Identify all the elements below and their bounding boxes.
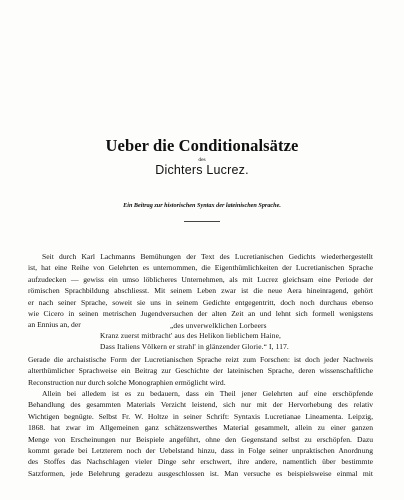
- paragraph-line: des Stoffes das Nachschlagen vieler Dinge sehr erschwert, ihre andere, namentlich über bestimmte: [28, 457, 373, 467]
- paragraph-1: [28, 251, 373, 331]
- paragraph-line: wie Cicero in seinen metrischen Jugendversuchen der alten Zeit an und lehnt sich formell wenigstens: [28, 308, 373, 318]
- paragraph-line: an Ennius an, der: [28, 320, 81, 330]
- paragraph-line: römischen Sprachbildung abschliesst. Mit seinem Leben zwar ist die neue Aera hineinragend, gehört: [28, 286, 373, 296]
- paragraph-line: Seit durch Karl Lachmanns Bemühungen der Text des Lucretianischen Gedichts wiederhergestellt: [42, 252, 373, 261]
- paragraph-line: 1868. hat zwar im Allgemeinen ganz schätzenswerthes Material gesammelt, allein zu einer ganzen: [28, 423, 373, 433]
- paragraph-line: Satzformen, jede Belehrung geradezu ausgeschlossen ist. Man versuche es beispielsweise einmal mit: [28, 468, 373, 478]
- quote-line: Kranz zuerst mitbracht' aus des Helikon lieblichem Haine,: [100, 331, 282, 341]
- paragraph-line: Menge von Erscheinungen nur Beispiele angeführt, ohne den Gegenstand selbst zu erschöpfen. Dazu: [28, 434, 373, 444]
- paragraph-line: Reconstruction nur durch solche Monographien ermöglicht wird.: [28, 377, 226, 387]
- title-connector: des: [198, 157, 206, 163]
- paragraph-line: alterthümlicher Sprachweise ein Beitrag zur Geschichte der lateinischen Sprache, deren wissenschaftliche: [28, 366, 373, 376]
- paragraph-3: [28, 388, 373, 479]
- title-divider: [184, 221, 220, 222]
- verse-quotation: [100, 321, 380, 352]
- paragraph-2: [28, 354, 373, 388]
- author-line: Dichters Lucrez.: [155, 163, 249, 177]
- quote-line: Dass Italiens Völkern er strahl' in glänzender Glorie.“ I, 117.: [100, 341, 289, 351]
- paragraph-line: Allein bei alledem ist es zu bedauern, dass ein Theil jener Gelehrten auf eine erschöpfende: [42, 389, 373, 398]
- paragraph-line: ist, hat eine Reihe von Gelehrten es unternommen, die Eigenthümlichkeiten der Lucretianischen Sprache: [28, 263, 373, 273]
- paragraph-line: aufzudecken — gewiss ein umso löblicheres Unternehmen, als mit Lucrez gleichsam eine Periode der: [28, 274, 373, 284]
- paragraph-line: er nach seiner Sprache, soweit sie uns in seinem Gedichte entgegentritt, doch noch durchaus ebenso: [28, 297, 373, 307]
- paragraph-line: kommt gerade bei Letzterem noch der Uebelstand hinzu, dass in Folge seiner unpraktischen Anordnung: [28, 445, 373, 455]
- paragraph-line: Gerade die archaistische Form der Lucretianischen Sprache reizt zum Forschen: ist doch jeder Nachweis: [28, 355, 373, 364]
- document-title: Ueber die Conditionalsätze: [105, 136, 299, 155]
- quote-line: „des unverwelklichen Lorbeers: [170, 321, 267, 330]
- paragraph-line: Behandlung des gesammten Materials Verzicht leistend, sich nur mit der Hervorhebung des relativ: [28, 400, 373, 410]
- document-subtitle: Ein Beitrag zur historischen Syntax der lateinischen Sprache.: [123, 202, 281, 209]
- paragraph-line: Wichtigen begnügte. Selbst Fr. W. Holtze in seiner Schrift: Syntaxis Lucretianae Lineamenta. Leipzig,: [28, 411, 373, 421]
